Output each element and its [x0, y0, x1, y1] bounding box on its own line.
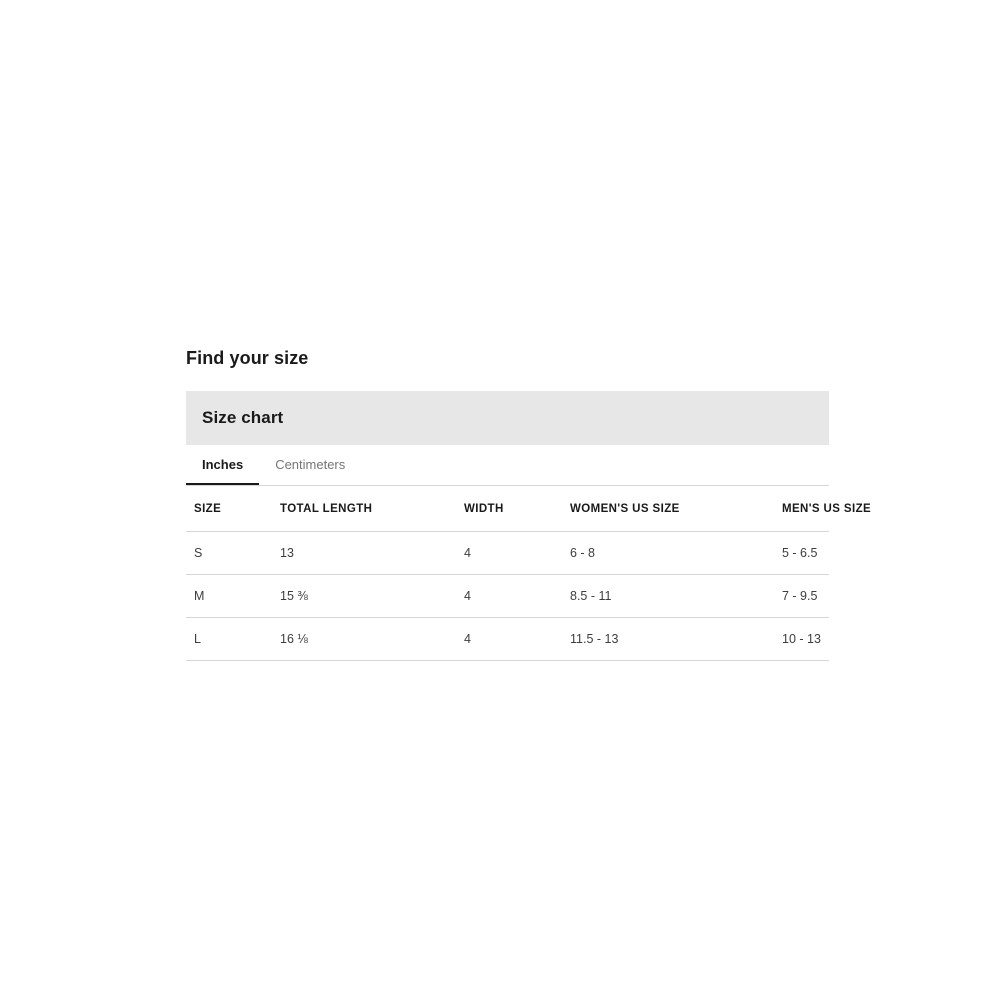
cell-width: 4	[456, 531, 562, 574]
cell-width: 4	[456, 617, 562, 660]
tab-centimeters[interactable]: Centimeters	[259, 445, 361, 485]
cell-mens-us-size: 10 - 13	[774, 617, 829, 660]
cell-womens-us-size: 11.5 - 13	[562, 617, 774, 660]
column-header-width: WIDTH	[456, 486, 562, 532]
cell-total-length: 16 ⅛	[272, 617, 456, 660]
cell-womens-us-size: 6 - 8	[562, 531, 774, 574]
table-body	[186, 531, 829, 660]
cell-total-length: 13	[272, 531, 456, 574]
table-row	[186, 617, 829, 660]
table-row	[186, 531, 829, 574]
size-chart-header	[186, 391, 829, 445]
table-head	[186, 486, 872, 532]
cell-size: M	[186, 574, 272, 617]
size-chart-table	[186, 486, 872, 661]
column-header-womens-us-size: WOMEN'S US SIZE	[562, 486, 774, 532]
size-chart-header-title: Size chart	[202, 407, 284, 427]
cell-size: S	[186, 531, 272, 574]
cell-total-length: 15 ⅜	[272, 574, 456, 617]
cell-womens-us-size: 8.5 - 11	[562, 574, 774, 617]
tab-inches[interactable]: Inches	[186, 445, 259, 485]
column-header-total-length: TOTAL LENGTH	[272, 486, 456, 532]
table-row	[186, 574, 829, 617]
cell-mens-us-size: 5 - 6.5	[774, 531, 829, 574]
column-header-mens-us-size: MEN'S US SIZE	[774, 486, 829, 532]
cell-size: L	[186, 617, 272, 660]
table-header-row	[186, 486, 829, 532]
size-chart-panel	[186, 348, 872, 661]
unit-tabs	[186, 445, 829, 486]
page-title: Find your size	[186, 348, 309, 368]
cell-mens-us-size: 7 - 9.5	[774, 574, 829, 617]
cell-width: 4	[456, 574, 562, 617]
column-header-size: SIZE	[186, 486, 272, 532]
